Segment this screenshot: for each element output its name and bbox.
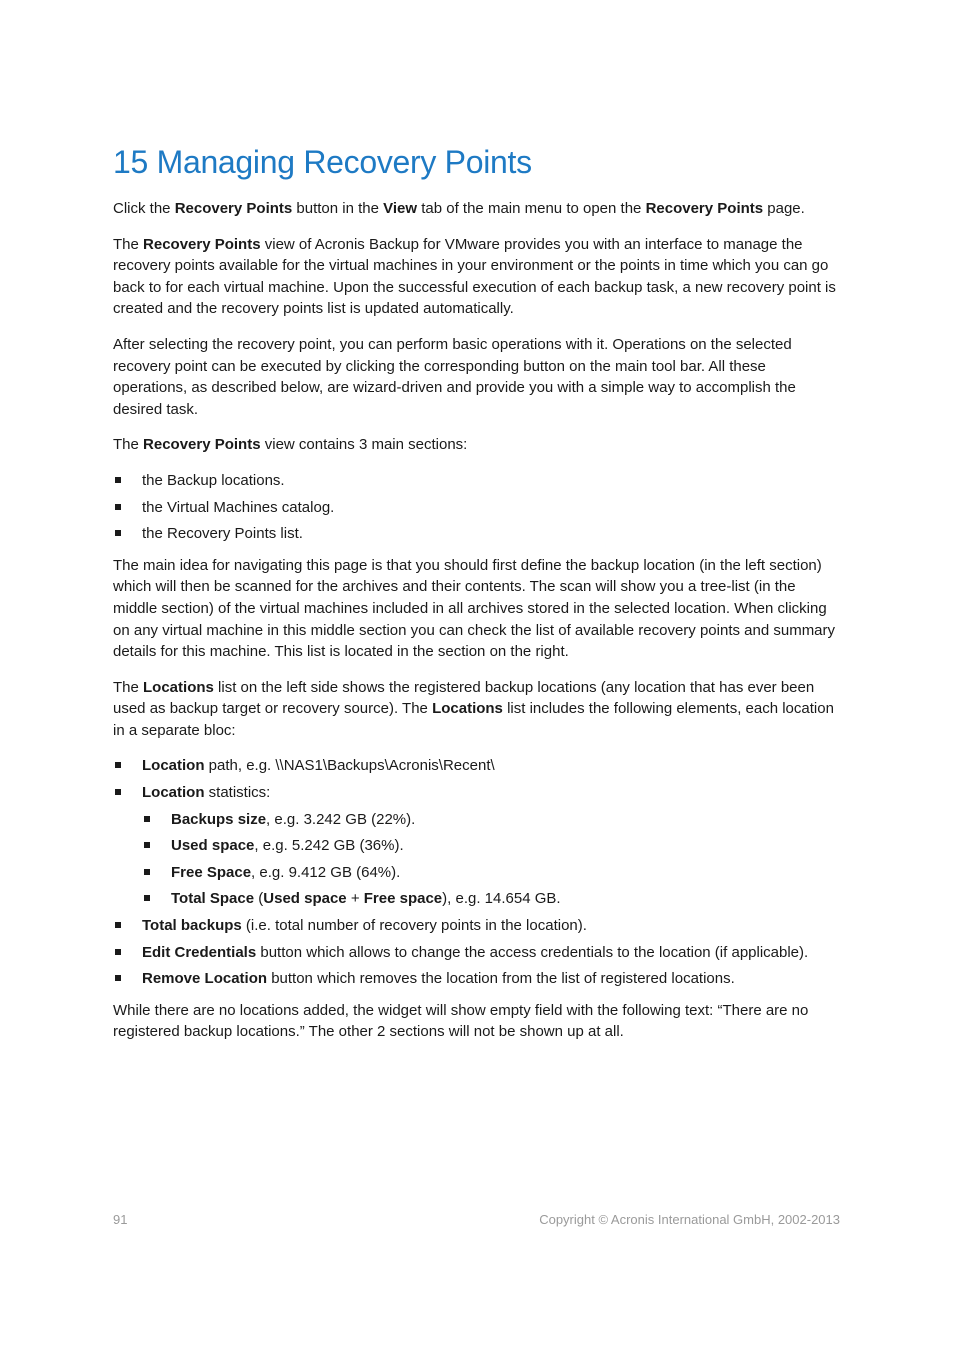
square-bullet-icon <box>115 477 121 483</box>
bold-text: Remove Location <box>142 970 268 988</box>
list-item <box>113 755 838 777</box>
list-item <box>113 942 838 964</box>
bold-text: Free Space <box>171 863 252 881</box>
text: list on the left side shows the registered backup locations (any location that has ever been used as backup target or recovery source). The <box>113 678 815 718</box>
bold-text: Recovery Points <box>645 200 764 217</box>
square-bullet-icon <box>144 816 150 822</box>
intro-paragraph <box>113 198 838 220</box>
text: The <box>113 235 144 253</box>
empty-state-paragraph: While there are no locations added, the widget will show empty field with the following text: “There are no registered backup locations.” The other 2 sections will not be shown up at all. <box>113 1001 809 1041</box>
text: (i.e. total number of recovery points in the location). <box>241 917 587 935</box>
text: ), e.g. 14.654 GB. <box>442 890 561 908</box>
text: view of Acronis Backup for VMware provides you with an interface to manage the recovery points available for the virtual machines in your environment or the points in time which you can go back to for each virtual machine. Upon the successful execution of each backup task, a new recovery point is created and the recovery points list is updated automatically. <box>113 235 836 318</box>
text: + <box>346 890 364 908</box>
list-item <box>142 835 838 857</box>
text: statistics: <box>204 784 271 802</box>
list-item-text: the Virtual Machines catalog. <box>142 498 335 516</box>
text: view contains 3 main sections: <box>260 436 468 454</box>
bold-text: Total Space <box>171 890 255 908</box>
text: tab of the main menu to open the <box>417 200 646 217</box>
list-item <box>142 809 838 831</box>
bold-text: Location <box>142 784 205 802</box>
statistics-sublist <box>142 809 838 910</box>
document-page <box>113 140 838 1057</box>
text: , e.g. 5.242 GB (36%). <box>254 837 404 855</box>
bold-text: Used space <box>263 890 347 908</box>
locations-paragraph <box>113 677 838 742</box>
square-bullet-icon <box>115 762 121 768</box>
list-item-text: the Recovery Points list. <box>142 525 303 543</box>
bold-text: Recovery Points <box>143 235 261 253</box>
square-bullet-icon <box>115 504 121 510</box>
operations-paragraph: After selecting the recovery point, you can perform basic operations with it. Operations on the selected recovery point can be executed by clicking the corresponding button on the main tool bar. All these operations, as described below, are wizard-driven and provide you with a simple way to accomplish the desired task. <box>113 335 796 418</box>
square-bullet-icon <box>115 922 121 928</box>
copyright-notice: Copyright © Acronis International GmbH, 2002-2013 <box>539 1212 840 1227</box>
bold-text: Free space <box>363 890 443 908</box>
bold-text: Backups size <box>171 810 267 828</box>
bold-text: Recovery Points <box>143 436 261 454</box>
bold-text: Recovery Points <box>174 200 293 217</box>
elements-list <box>113 755 838 989</box>
list-item <box>113 470 838 492</box>
text: ( <box>254 890 264 908</box>
square-bullet-icon <box>115 530 121 536</box>
square-bullet-icon <box>115 949 121 955</box>
text: page. <box>763 200 805 217</box>
bold-text: Total backups <box>142 917 242 935</box>
bold-text: Locations <box>143 678 214 696</box>
list-item-text: the Backup locations. <box>142 471 285 489</box>
navigation-paragraph: The main idea for navigating this page is that you should first define the backup location (in the left section) which will then be scanned for the archives and their contents. The scan will show you a tree-list (in the middle section) of the virtual machines included in all archives stored in the selected location. When clicking on any virtual machine in this middle section you can check the list of available recovery points and summary details for this machine. This list is located in the section on the right. <box>113 556 836 661</box>
overview-paragraph <box>113 234 838 320</box>
list-item <box>113 523 838 545</box>
list-item <box>113 782 838 910</box>
bold-text: Locations <box>432 700 503 718</box>
bold-text: Edit Credentials <box>142 943 257 961</box>
square-bullet-icon <box>115 975 121 981</box>
list-item <box>113 968 838 990</box>
square-bullet-icon <box>115 789 121 795</box>
page-title: 15 Managing Recovery Points <box>113 144 532 180</box>
sections-intro-paragraph <box>113 434 838 456</box>
text: Click the <box>113 200 175 217</box>
square-bullet-icon <box>144 895 150 901</box>
list-item <box>142 888 838 910</box>
square-bullet-icon <box>144 842 150 848</box>
list-item <box>113 497 838 519</box>
text: The <box>113 678 144 696</box>
text: list includes the following elements, each location in a separate bloc: <box>113 700 834 739</box>
text: button which allows to change the access credentials to the location (if applicable). <box>256 943 809 961</box>
bold-text: Location <box>142 757 205 775</box>
text: , e.g. 9.412 GB (64%). <box>251 863 401 881</box>
bold-text: View <box>383 200 418 217</box>
bold-text: Used space <box>171 837 255 855</box>
text: button in the <box>292 200 384 217</box>
list-item <box>142 862 838 884</box>
text: The <box>113 436 144 454</box>
sections-list <box>113 470 838 545</box>
page-number: 91 <box>113 1212 128 1227</box>
text: , e.g. 3.242 GB (22%). <box>266 810 416 828</box>
square-bullet-icon <box>144 869 150 875</box>
text: button which removes the location from the list of registered locations. <box>267 970 735 988</box>
list-item <box>113 915 838 937</box>
text: path, e.g. \\NAS1\Backups\Acronis\Recent\ <box>204 757 495 775</box>
